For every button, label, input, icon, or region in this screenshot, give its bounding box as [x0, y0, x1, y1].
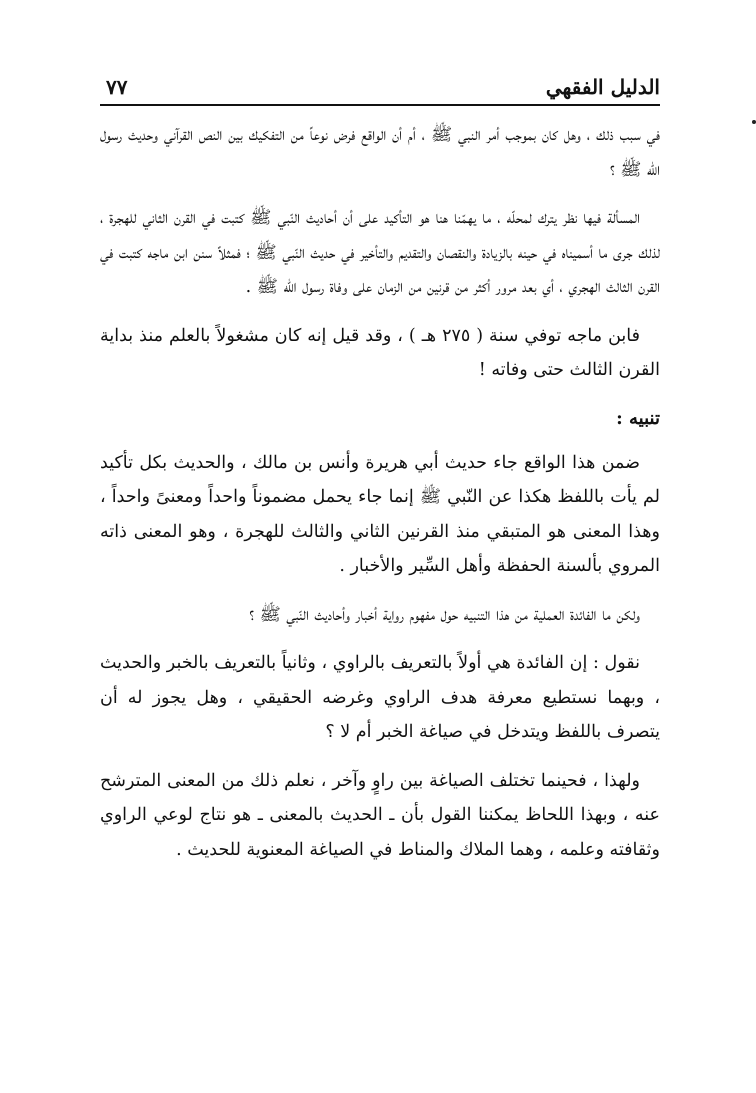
margin-mark [752, 120, 756, 124]
header-rule [100, 104, 660, 106]
running-header [100, 72, 660, 102]
paragraph-7: ولهذا ، فحينما تختلف الصياغة بين راوٍ وآخر ، نعلم ذلك من المعنى المترشح عنه ، وبهذا اللحاظ يمكننا القول بأن ـ الحديث بالمعنى ـ هو نتاج لوعي الراوي وثقافته وعلمه ، وهما الملاك والمناط في الصياغة المعنوية للحديث . [100, 770, 660, 860]
page-body [100, 118, 660, 881]
section-heading: تنبيه : [616, 407, 660, 429]
paragraph-2: المسألة فيها نظر يترك لمحلّه ، ما يهمّنا هنا هو التأكيد على أن أحاديث النّبي ﷺ كتبت في القرن الثاني للهجرة ، لذلك جرى ما أسميناه في حينه بالزيادة والنقصان والتقديم والتأخير في حديث النّبي ﷺ ؛ فمثلاً سنن ابن ماجه كتبت في القرن الثالث الهجري ، أي بعد مرور أكثر من قرنين من الزمان على وفاة رسول الله ﷺ . [100, 208, 660, 297]
paragraph-5: ولكن ما الفائدة العملية من هذا التنبيه حول مفهوم رواية أخبار وأحاديث النّبي ﷺ ؟ [249, 604, 640, 625]
paragraph-6: نقول : إن الفائدة هي أولاً بالتعريف بالراوي ، وثانياً بالتعريف بالخبر والحديث ، وبهما نستطيع معرفة هدف الراوي وغرضه الحقيقي ، وهل يجوز له أن يتصرف باللفظ ويتدخل في صياغة الخبر أم لا ؟ [100, 653, 660, 742]
paragraph-3: فابن ماجه توفي سنة ( ٢٧٥ هـ ) ، وقد قيل إنه كان مشغولاً بالعلم منذ بداية القرن الثالث حتى وفاته ! [100, 325, 660, 380]
running-title: الدليل الفقهي [545, 75, 660, 99]
paragraph-4: ضمن هذا الواقع جاء حديث أبي هريرة وأنس بن مالك ، والحديث بكل تأكيد لم يأت باللفظ هكذا عن النّبي ﷺ إنما جاء يحمل مضموناً واحداً ومعنىً واحداً ، وهذا المعنى هو المتبقي منذ القرنين الثاني والثالث للهجرة ، وهو المعنى ذاته المروي بألسنة الحفظة وأهل السِّير والأخبار . [100, 452, 660, 576]
paragraph-1: في سبب ذلك ، وهل كان بموجب أمر النبي ﷺ ، أم أن الواقع فرض نوعاً من التفكيك بين النص القرآني وحديث رسول الله ﷺ ؟ [100, 125, 660, 180]
page-number: ٧٧ [106, 75, 128, 99]
